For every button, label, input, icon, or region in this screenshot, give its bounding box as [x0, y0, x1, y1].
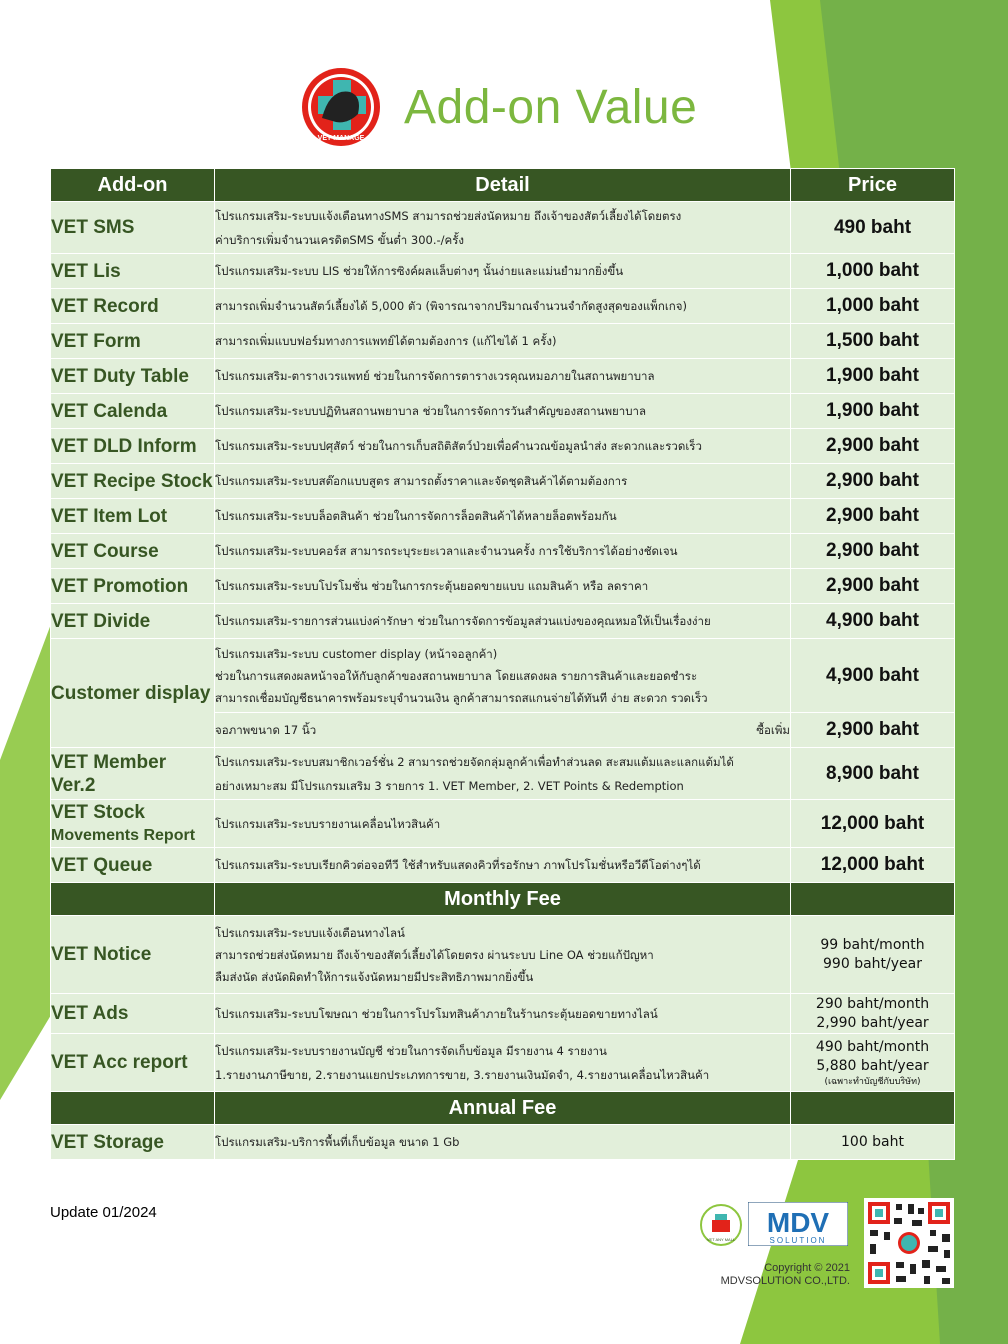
table-header-row [51, 169, 955, 202]
table-row [51, 359, 955, 394]
section-title-annual: Annual Fee [215, 1092, 791, 1125]
addon-detail: โปรแกรมเสริม-ระบบโปรโมชั่น ช่วยในการกระตุ้นยอดขายแบบ แถมสินค้า หรือ ลดราคา [215, 569, 791, 604]
addon-name: VET Member Ver.2 [51, 748, 215, 800]
table-row [51, 848, 955, 883]
addon-price: 1,000 baht [791, 289, 955, 324]
addon-detail: โปรแกรมเสริม-ระบบล็อตสินค้า ช่วยในการจัดการล็อตสินค้าได้หลายล็อตพร้อมกัน [215, 499, 791, 534]
addon-detail: โปรแกรมเสริม-ระบบรายงานเคลื่อนไหวสินค้า [215, 800, 791, 848]
table-row [51, 916, 955, 994]
svg-text:SOLUTION: SOLUTION [769, 1236, 827, 1245]
addon-price: 2,900 baht [791, 499, 955, 534]
addon-price-table [50, 168, 955, 1160]
addon-detail: โปรแกรมเสริม-ระบบสต๊อกแบบสูตร สามารถตั้งราคาและจัดชุดสินค้าได้ตามต้องการ [215, 464, 791, 499]
addon-price: 1,900 baht [791, 394, 955, 429]
table-row [51, 748, 955, 800]
table-row [51, 324, 955, 359]
addon-price: 1,000 baht [791, 254, 955, 289]
addon-name: VET DLD Inform [51, 429, 215, 464]
addon-detail: โปรแกรมเสริม-ระบบปศุสัตว์ ช่วยในการเก็บสถิติสัตว์ป่วยเพื่อคำนวณข้อมูลนำส่ง สะดวกและรวดเร็ว [215, 429, 791, 464]
addon-detail: โปรแกรมเสริม-ระบบเรียกคิวต่อจอทีวี ใช้สำหรับแสดงคิวที่รอรักษา ภาพโปรโมชั่นหรือวีดีโอต่างๆได้ [215, 848, 791, 883]
svg-text:VET MANAGE: VET MANAGE [317, 135, 365, 142]
addon-price: 290 baht/month 2,990 baht/year [791, 994, 955, 1034]
addon-name: VET Acc report [51, 1034, 215, 1092]
addon-name: VET Course [51, 534, 215, 569]
table-row [51, 569, 955, 604]
table-row [51, 429, 955, 464]
addon-detail [215, 713, 791, 748]
addon-detail: สามารถเพิ่มจำนวนสัตว์เลี้ยงได้ 5,000 ตัว (พิจารณาจากปริมาณจำนวนจำกัดสูงสุดของแพ็กเกจ) [215, 289, 791, 324]
addon-detail: โปรแกรมเสริม-ระบบ LIS ช่วยให้การซิงค์ผลแล็บต่างๆ นั้นง่ายและแม่นยำมากยิ่งขึ้น [215, 254, 791, 289]
update-date: Update 01/2024 [50, 1204, 157, 1221]
copyright: Copyright © 2021 MDVSOLUTION CO.,LTD. [720, 1262, 850, 1287]
table-row-customer-display [51, 639, 955, 713]
addon-price: 12,000 baht [791, 800, 955, 848]
qr-code-icon [864, 1198, 954, 1288]
table-row [51, 202, 955, 254]
addon-detail: โปรแกรมเสริม-บริการพื้นที่เก็บข้อมูล ขนาด 1 Gb [215, 1125, 791, 1160]
addon-price: 8,900 baht [791, 748, 955, 800]
header-detail: Detail [215, 169, 791, 202]
addon-detail: โปรแกรมเสริม-รายการส่วนแบ่งค่ารักษา ช่วยในการจัดการข้อมูลส่วนแบ่งของคุณหมอให้เป็นเรื่องง่าย [215, 604, 791, 639]
addon-name: VET Queue [51, 848, 215, 883]
addon-price: 2,900 baht [791, 464, 955, 499]
monitor-size: จอภาพขนาด 17 นิ้ว [215, 723, 317, 737]
addon-detail: โปรแกรมเสริม-ระบบ customer display (หน้าจอลูกค้า) ช่วยในการแสดงผลหน้าจอให้กับลูกค้าของสถานพยาบาล โดยแสดงผล รายการสินค้าและยอดชำระ สามารถเชื่อมบัญชีธนาคารพร้อมระบุจำนวนเงิน ลูกค้าสามารถสแกนจ่ายได้ทันที ง่าย สะดวก รวดเร็ว [215, 639, 791, 713]
addon-price: 490 baht/month 5,880 baht/year (เฉพาะทำบัญชีกับบริษัท) [791, 1034, 955, 1092]
addon-detail: โปรแกรมเสริม-ระบบคอร์ส สามารถระบุระยะเวลาและจำนวนครั้ง การใช้บริการได้อย่างชัดเจน [215, 534, 791, 569]
addon-detail: สามารถเพิ่มแบบฟอร์มทางการแพทย์ได้ตามต้องการ (แก้ไขได้ 1 ครั้ง) [215, 324, 791, 359]
header-price: Price [791, 169, 955, 202]
table-row [51, 534, 955, 569]
table-row [51, 800, 955, 848]
header-addon: Add-on [51, 169, 215, 202]
addon-name: VET Stock Movements Report [51, 800, 215, 848]
addon-price: 490 baht [791, 202, 955, 254]
addon-price: 2,900 baht [791, 534, 955, 569]
table-row [51, 1125, 955, 1160]
addon-name: VET Duty Table [51, 359, 215, 394]
addon-price: 1,500 baht [791, 324, 955, 359]
addon-detail: โปรแกรมเสริม-ระบบแจ้งเตือนทางไลน์ สามารถช่วยส่งนัดหมาย ถึงเจ้าของสัตว์เลี้ยงได้โดยตรง ผ่านระบบ Line OA ช่วยแก้ปัญหา ลืมส่งนัด ส่งนัดผิดทำให้การแจ้งนัดหมายมีประสิทธิภาพมากยิ่งขึ้น [215, 916, 791, 994]
table-row [51, 604, 955, 639]
addon-detail: โปรแกรมเสริม-ระบบโฆษณา ช่วยในการโปรโมทสินค้าภายในร้านกระตุ้นยอดขายทางไลน์ [215, 994, 791, 1034]
addon-price: 12,000 baht [791, 848, 955, 883]
addon-price: 1,900 baht [791, 359, 955, 394]
table-row [51, 499, 955, 534]
table-row [51, 994, 955, 1034]
mdv-solution-logo [748, 1202, 848, 1246]
monitor-extra: ซื้อเพิ่ม [756, 723, 790, 737]
addon-name: VET Notice [51, 916, 215, 994]
addon-detail: โปรแกรมเสริม-ตารางเวรแพทย์ ช่วยในการจัดการตารางเวรคุณหมอภายในสถานพยาบาล [215, 359, 791, 394]
addon-price: 100 baht [791, 1125, 955, 1160]
svg-text:MDV: MDV [766, 1207, 830, 1238]
price-note: (เฉพาะทำบัญชีกับบริษัท) [824, 1076, 921, 1087]
addon-name: Customer display [51, 639, 215, 748]
addon-name: VET Promotion [51, 569, 215, 604]
vet-any-mall-logo [700, 1204, 742, 1246]
addon-detail: โปรแกรมเสริม-ระบบรายงานบัญชี ช่วยในการจัดเก็บข้อมูล มีรายงาน 4 รายงาน 1.รายงานภาษีขาย, 2.รายงานแยกประเภทการขาย, 3.รายงานเงินมัดจำ, 4.รายงานเคลื่อนไหวสินค้า [215, 1034, 791, 1092]
addon-name: VET Item Lot [51, 499, 215, 534]
table-row [51, 1034, 955, 1092]
table-row [51, 464, 955, 499]
addon-name: VET Lis [51, 254, 215, 289]
section-row-monthly [51, 883, 955, 916]
addon-name: VET Record [51, 289, 215, 324]
svg-text:VET ANY MALL: VET ANY MALL [706, 1237, 736, 1242]
addon-detail: โปรแกรมเสริม-ระบบแจ้งเตือนทางSMS สามารถช่วยส่งนัดหมาย ถึงเจ้าของสัตว์เลี้ยงได้โดยตรง ค่าบริการเพิ่มจำนวนเครดิตSMS ขั้นต่ำ 300.-/ครั้ง [215, 202, 791, 254]
addon-detail: โปรแกรมเสริม-ระบบปฏิทินสถานพยาบาล ช่วยในการจัดการวันสำคัญของสถานพยาบาล [215, 394, 791, 429]
addon-name: VET Calenda [51, 394, 215, 429]
addon-price: 4,900 baht [791, 639, 955, 713]
addon-name: VET Divide [51, 604, 215, 639]
page-title: Add-on Value [404, 80, 698, 134]
section-row-annual [51, 1092, 955, 1125]
table-row [51, 289, 955, 324]
vet-manage-logo [300, 66, 382, 148]
addon-detail: โปรแกรมเสริม-ระบบสมาชิกเวอร์ชั่น 2 สามารถช่วยจัดกลุ่มลูกค้าเพื่อทำส่วนลด สะสมแต้มและแลกแต้มได้ อย่างเหมาะสม มีโปรแกรมเสริม 3 รายการ 1. VET Member, 2. VET Points & Redemption [215, 748, 791, 800]
addon-price: 99 baht/month 990 baht/year [791, 916, 955, 994]
section-title-monthly: Monthly Fee [215, 883, 791, 916]
addon-name: VET Storage [51, 1125, 215, 1160]
page-header [300, 66, 697, 148]
addon-name: VET Recipe Stock [51, 464, 215, 499]
addon-price: 4,900 baht [791, 604, 955, 639]
addon-price: 2,900 baht [791, 429, 955, 464]
addon-price: 2,900 baht [791, 569, 955, 604]
addon-name: VET Form [51, 324, 215, 359]
addon-price: 2,900 baht [791, 713, 955, 748]
addon-name: VET Ads [51, 994, 215, 1034]
addon-name: VET SMS [51, 202, 215, 254]
table-row [51, 394, 955, 429]
table-row [51, 254, 955, 289]
